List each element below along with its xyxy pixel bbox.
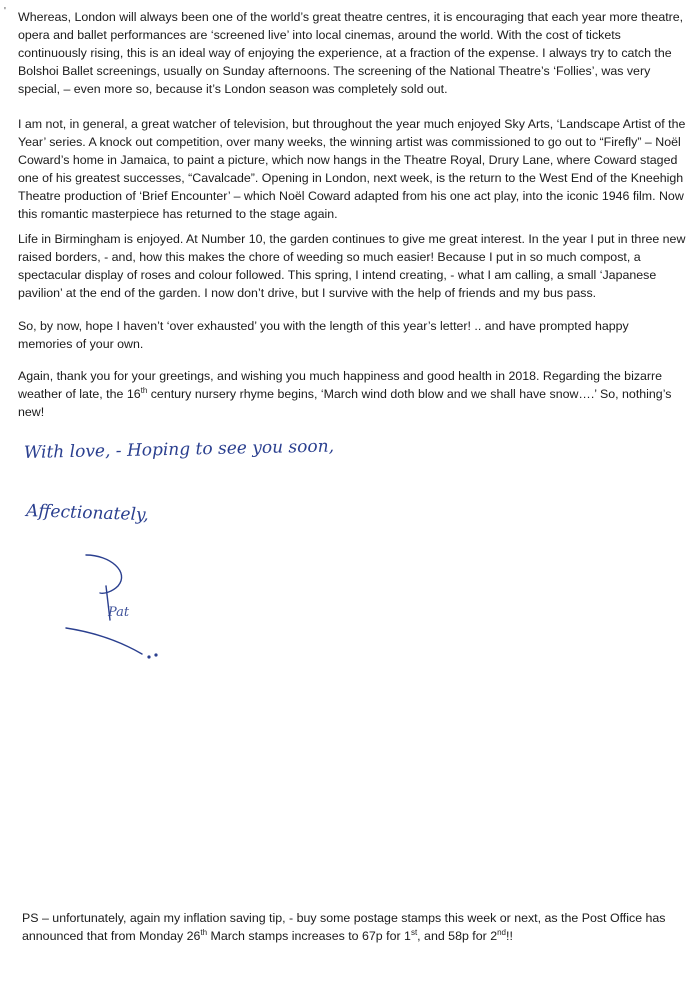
ps-text-1: PS – unfortunately, again my inflation saving tip, - buy some postage stamps this week or next, as the Post Office has announced that from Monday 26 xyxy=(22,911,666,943)
signature xyxy=(66,555,157,658)
ps-text-3: , and 58p for 2 xyxy=(417,929,498,943)
ps-text-2: March stamps increases to 67p for 1 xyxy=(207,929,411,943)
postscript xyxy=(22,909,682,945)
ps-sup-2: st xyxy=(410,927,418,937)
paragraph-length: So, by now, hope I haven’t ‘over exhausted’ you with the length of this year’s letter! .. and have prompted happy memories of your own. xyxy=(18,319,629,351)
signature-stem xyxy=(106,586,110,620)
paragraph-birmingham: Life in Birmingham is enjoyed. At Number 10, the garden continues to give me great interest. In the year I put in three new raised borders, - and, how this makes the chore of weeding so much easier! Because I put in so much compost, a spectacular display of roses and colour followed. This spring, I intend creating, - what I am calling, a small ‘Japanese pavilion’ at the end of the garden. I now don’t drive, but I survive with the help of friends and my bus pass. xyxy=(18,232,686,300)
signature-dot-1 xyxy=(148,656,150,658)
paragraph-greetings xyxy=(18,367,686,421)
paragraph-theatre: Whereas, London will always been one of the world’s great theatre centres, it is encouraging that each year more theatre, opera and ballet performances are ‘screened live’ into local cinemas, around the world. With the cost of tickets continuously rising, this is an ideal way of enjoying the experience, at a fraction of the expense. I always try to catch the Bolshoi Ballet screenings, usually on Sunday afternoons. The screening of the National Theatre’s ‘Follies’, was very special, – even more so, because it’s London season was completely sold out. xyxy=(18,10,684,96)
signature-underline xyxy=(66,628,142,654)
greetings-sup: th xyxy=(140,385,148,395)
signature-name: Pat xyxy=(108,605,130,620)
ps-sup-1: th xyxy=(200,927,208,937)
paragraph-television: I am not, in general, a great watcher of television, but throughout the year much enjoyed Sky Arts, ‘Landscape Artist of the Year’ series. A knock out competition, over many weeks, the winning artist was commissioned to go out to “Firefly” – Noël Coward’s home in Jamaica, to paint a picture, which now hangs in the Theatre Royal, Drury Lane, where Coward staged one of his greatest successes, “Cavalcade”. Opening in London, next week, is the return to the West End of the Kneehigh Theatre production of ‘Brief Encounter’ – which Noël Coward adapted from his one act play, into the iconic 1946 film. Now this romantic masterpiece has returned to the stage again. xyxy=(18,117,686,221)
margin-mark: ' xyxy=(4,6,6,17)
greetings-text-a: Again, thank you for your greetings, and wishing you much happiness and good health in 2018. Regarding the bizarre weather of late, the 16 xyxy=(18,369,663,401)
ps-sup-3: nd xyxy=(497,927,506,937)
signature-loop xyxy=(86,555,122,593)
signature-dot-2 xyxy=(155,654,157,656)
ps-text-4: !! xyxy=(506,929,513,943)
greetings-text-b: century nursery rhyme begins, ‘March wind doth blow and we shall have snow….’ So, nothing’s new! xyxy=(18,387,672,419)
handwritten-closing: With love, - Hoping to see you soon, xyxy=(23,436,335,463)
handwritten-signoff: Affectionately, xyxy=(25,501,150,526)
